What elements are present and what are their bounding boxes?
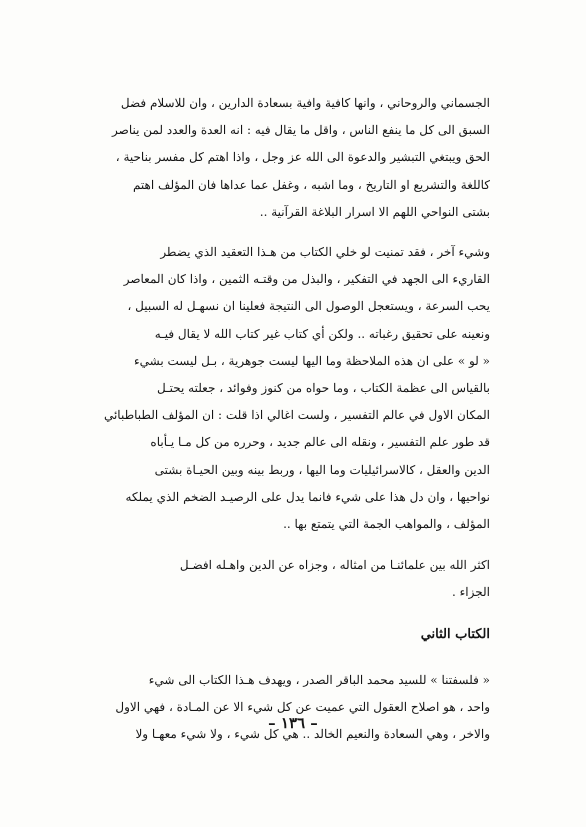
text-line: وشيء آخر ، فقد تمنيت لو خلي الكتاب من هـذا التعقيد الذي يضطر — [160, 245, 490, 260]
text-line: قد طور علم التفسير ، ونقله الى عالم جديد ، وحرره من كل مـا يـأباه — [150, 435, 490, 450]
text-line: بشتى النواحي اللهم الا اسرار البلاغة القرآنية .. — [259, 204, 490, 219]
page-number: – ١٣٦ – — [268, 714, 318, 732]
text-line: ونعينه على تحقيق رغباته .. ولكن أي كتاب غير كتاب الله لا يقال فيـه — [154, 326, 490, 341]
text-line: المكان الاول في عالم التفسير ، ولست اغالي اذا قلت : ان المؤلف الطباطبائي — [103, 408, 490, 423]
text-line: الجسماني والروحاني ، وانها كافية وافية بسعادة الدارين ، وان للاسلام فضل — [120, 96, 490, 110]
text-line: واحد ، هو اصلاح العقول التي عميت عن كل شيء الا عن المـادة ، فهي الاول — [115, 699, 490, 714]
paragraph-3 — [62, 552, 490, 606]
text-line: نواحيها ، وان دل هذا على شيء فانما يدل على الرصيـد الضخم الذي يملكه — [125, 489, 490, 504]
text-line: والاخر ، وهي السعادة والنعيم الخالد .. هي كل شيء ، ولا شيء معهـا ولا — [135, 727, 490, 742]
text-line: القاريء الى الجهد في التفكير ، والبذل من وقتـه الثمين ، واذا كان المعاصر — [123, 272, 490, 287]
text-line: كاللغة والتشريع او التاريخ ، وما اشبه ، وغفل عما عداها فان المؤلف اهتم — [132, 177, 490, 192]
text-line: اكثر الله بين علمائنـا من امثاله ، وجزاه عن الدين واهـله افضـل — [179, 558, 490, 573]
text-line: الجزاء . — [452, 585, 490, 600]
text-line: « فلسفتنا » للسيد محمد الباقر الصدر ، ويهدف هـذا الكتاب الى شيء — [148, 672, 490, 687]
text-line: « لو » على ان هذه الملاحظة وما اليها ليست جوهرية ، بـل ليست بشيء — [134, 353, 490, 368]
text-line: الحق ويبتغي التبشير والدعوة الى الله عز وجل ، واذا اهتم كل مفسر بناحية ، — [115, 150, 490, 165]
text-line: المؤلف ، والمواهب الجمة التي يتمتع بها .. — [283, 517, 490, 532]
text-line: يحب السرعة ، ويستعجل الوصول الى النتيجة فعلينا ان نسهـل له السبيل ، — [127, 299, 490, 314]
section-heading: الكتاب الثاني — [420, 626, 490, 642]
paragraph-4 — [62, 667, 490, 749]
paragraph-2 — [62, 239, 490, 538]
text-line: الدين والعقل ، كالاسرائيليات وما اليها ، وربط بينه وبين الحيـاة بشتى — [154, 462, 490, 477]
text-line: بالقياس الى عظمة الكتاب ، وما حواه من كنوز وفوائد ، جعلته يحتـل — [157, 381, 490, 396]
paragraph-1 — [62, 90, 490, 226]
text-line: السبق الى كل ما ينفع الناس ، واقل ما يقال فيه : انه العدة والعدد لمن يناصر — [112, 123, 490, 138]
